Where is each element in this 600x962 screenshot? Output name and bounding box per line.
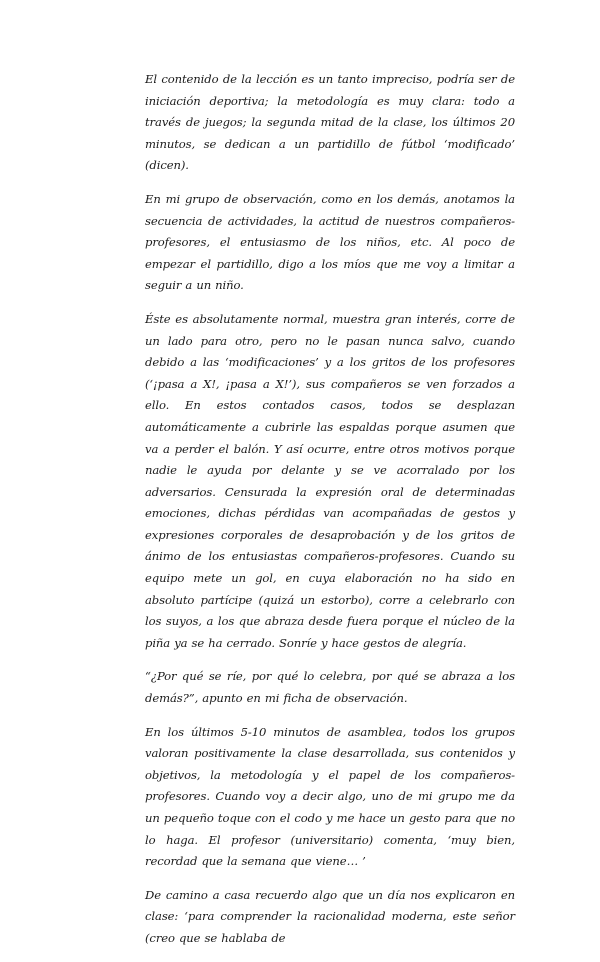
document-body xyxy=(145,69,515,962)
paragraph-5: En los últimos 5-10 minutos de asamblea, todos los grupos valoran positivamente la clase desarrollada, sus contenidos y objetivos, la metodología y el papel de los compañeros-profesores. Cuando voy a decir algo, uno de mi grupo me da un pequeño toque con el codo y me hace un gesto para que no lo haga. El profesor (universitario) comenta, ‘muy bien, recordad que la semana que viene… ’ xyxy=(145,724,515,869)
paragraph-6: De camino a casa recuerdo algo que un día nos explicaron en clase: ‘para comprender la racionalidad moderna, este señor (creo que se hablaba de xyxy=(145,887,515,945)
paragraph-3: Éste es absolutamente normal, muestra gran interés, corre de un lado para otro, pero no le pasan nunca salvo, cuando debido a las ‘modificaciones’ y a los gritos de los profesores (‘¡pasa a X!, ¡pasa a X!’), sus compañeros se ven forzados a ello. En estos contados casos, todos se desplazan automáticamente a cubrirle las espaldas porque asumen que va a perder el balón. Y así ocurre, entre otros motivos porque nadie le ayuda por delante y se ve acorralado por los adversarios. Censurada la expresión oral de determinadas emociones, dichas pérdidas van acompañadas de gestos y expresiones corporales de desaprobación y de los gritos de ánimo de los entusiastas compañeros-profesores. Cuando su equipo mete un gol, en cuya elaboración no ha sido en absoluto partícipe (quizá un estorbo), corre a celebrarlo con los suyos, a los que abraza desde fuera porque el núcleo de la piña ya se ha cerrado. Sonríe y hace gestos de alegría. xyxy=(145,311,515,650)
paragraph-2: En mi grupo de observación, como en los demás, anotamos la secuencia de actividades, la actitud de nuestros compañeros-profesores, el entusiasmo de los niños, etc. Al poco de empezar el partidillo, digo a los míos que me voy a limitar a seguir a un niño. xyxy=(145,191,515,293)
paragraph-1: El contenido de la lección es un tanto impreciso, podría ser de iniciación deportiva; la metodología es muy clara: todo a través de juegos; la segunda mitad de la clase, los últimos 20 minutos, se dedican a un partidillo de fútbol ‘modificado’ (dicen). xyxy=(145,72,515,173)
paragraph-4: “¿Por qué se ríe, por qué lo celebra, por qué se abraza a los demás?”, apunto en mi ficha de observación. xyxy=(145,669,515,706)
